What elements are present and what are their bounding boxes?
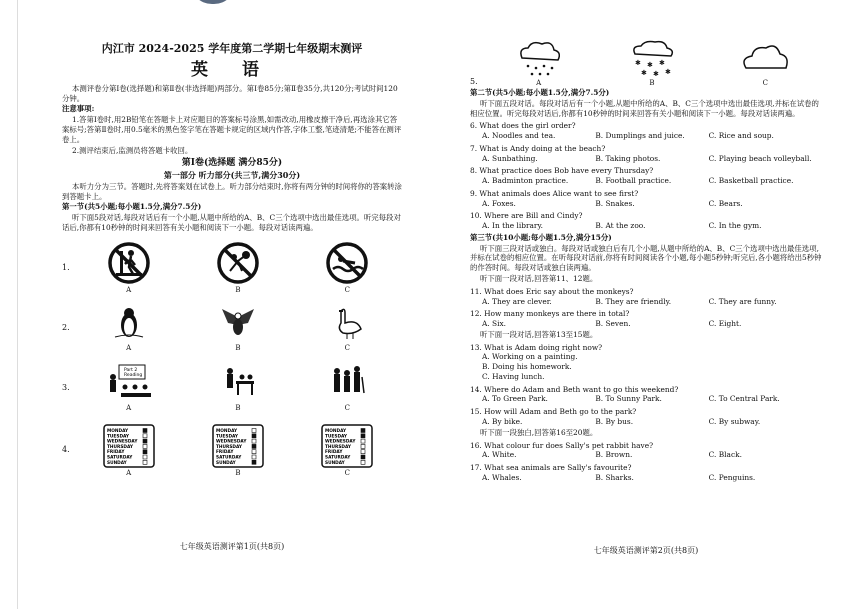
schedule-b-icon — [212, 422, 264, 468]
svg-text:✱: ✱ — [664, 67, 671, 76]
schedule-checkbox — [361, 450, 365, 454]
option-b[interactable]: B. At the zoo. — [595, 221, 646, 231]
monologue-label: 听下面一段独白,回答第16至20题。 — [480, 427, 598, 437]
schedule-day: WEDNESDAY — [325, 440, 356, 446]
question-number: 4. — [62, 445, 70, 455]
question-16 — [470, 441, 822, 461]
notice-title: 注意事项: — [62, 104, 95, 114]
svg-text:✱: ✱ — [634, 58, 641, 67]
exam-subject: 英 语 — [191, 59, 273, 80]
board-text-2: Reading — [123, 373, 142, 379]
option-a[interactable]: A. Noodles and tea. — [482, 131, 556, 141]
schedule-checkbox — [143, 445, 147, 449]
question-15 — [470, 407, 822, 427]
option-c[interactable]: C. By subway. — [708, 416, 761, 426]
option-letter: C — [344, 404, 350, 413]
conversation-2-label: 听下面一段对话,回答第13至15题。 — [480, 329, 598, 339]
svg-text:✱: ✱ — [646, 60, 653, 69]
schedule-checkbox — [143, 440, 147, 444]
option-a[interactable]: A. Sunbathing. — [482, 153, 538, 163]
option-letter: B — [235, 344, 241, 353]
question-text: 10. Where are Bill and Cindy? — [470, 211, 583, 221]
option-c[interactable]: C. Eight. — [708, 319, 742, 329]
question-11 — [470, 287, 822, 307]
option-c[interactable]: C. Black. — [708, 450, 742, 460]
question-8 — [470, 166, 822, 186]
schedule-day: MONDAY — [215, 429, 238, 435]
schedule-c-icon — [321, 422, 373, 468]
schedule-day: FRIDAY — [215, 450, 234, 456]
option-c[interactable]: C. Bears. — [708, 198, 743, 208]
question-17 — [470, 463, 822, 483]
svg-text:✱: ✱ — [658, 58, 665, 67]
schedule-checkbox — [252, 461, 256, 465]
schedule-day: SUNDAY — [106, 461, 127, 467]
schedule-day: SUNDAY — [325, 461, 346, 467]
option-letter: B — [235, 286, 241, 295]
question-text: 8. What practice does Bob have every Thursday? — [470, 166, 654, 176]
option-a[interactable] — [74, 241, 183, 295]
question-number: 3. — [62, 383, 70, 393]
option-b[interactable] — [183, 241, 292, 295]
option-a[interactable]: A. White. — [482, 450, 517, 460]
schedule-checkbox — [361, 429, 365, 433]
option-letter: A — [126, 344, 132, 353]
question-14 — [470, 385, 822, 405]
avatar — [190, 0, 236, 4]
page-footer: 七年级英语测评第1页(共8页) — [179, 542, 285, 552]
option-c[interactable]: C. They are funny. — [708, 296, 777, 306]
schedule-checkbox — [252, 455, 256, 459]
option-c[interactable] — [293, 241, 402, 295]
question-10 — [470, 211, 822, 231]
section-1-desc: 听下面5段对话,每段对话后有一个小题,从题中所给的A、B、C三个选项中选出最佳选项。听完每段对话后,你都有10秒钟的时间来回答有关小题和阅读下一小题。每段对话读两遍。 — [62, 213, 401, 232]
board-text-1: Part 2 — [123, 368, 137, 374]
question-text: 15. How will Adam and Beth go to the park? — [470, 407, 637, 417]
schedule-checkbox — [143, 434, 147, 438]
option-letter: C — [762, 78, 768, 87]
option-b[interactable]: B. Doing his homework. — [482, 362, 572, 372]
section-3-heading: 第三节(共10小题;每小题1.5分,满分15分) — [470, 232, 612, 242]
schedule-a-icon — [103, 422, 155, 468]
schedule-checkbox — [143, 450, 147, 454]
schedule-checkbox — [252, 429, 256, 433]
option-letter: A — [126, 404, 132, 413]
notice-1: 1.答第Ⅰ卷时,用2B铅笔在答题卡上对应题目的答案标号涂黑,如需改动,用橡皮擦干净后,再选涂其它答案标号;答第Ⅱ卷时,用0.5毫米的黑色签字笔在答题卡规定的区域内作答,字体工整,笔迹清楚;不能答在测评卷上。 — [62, 115, 402, 144]
no-swimming-icon — [325, 241, 369, 285]
option-letter: B — [649, 78, 655, 87]
question-text: 11. What does Eric say about the monkeys? — [470, 286, 634, 296]
section-2-heading: 第二节(共5小题;每小题1.5分,满分7.5分) — [470, 88, 610, 97]
picture-question-3 — [62, 359, 402, 419]
listening-desc: 本听力分为三节。答题时,先将答案划在试卷上。听力部分结束时,你将有两分钟的时间将你的答案转涂到答题卡上。 — [62, 181, 402, 201]
option-letter: C — [344, 344, 350, 353]
option-a[interactable]: A. They are clever. — [482, 296, 552, 306]
option-a[interactable]: A. Badminton practice. — [482, 176, 569, 186]
option-b[interactable]: B. By bus. — [595, 416, 634, 426]
schedule-day: WEDNESDAY — [106, 440, 138, 446]
option-a[interactable] — [482, 38, 595, 88]
option-b[interactable]: B. They are friendly. — [595, 296, 672, 306]
schedule-day: THURSDAY — [106, 445, 133, 451]
page-footer: 七年级英语测评第2页(共8页) — [593, 546, 699, 556]
option-b[interactable]: B. Football practice. — [595, 176, 672, 186]
option-a[interactable] — [74, 303, 183, 353]
picture-question-4 — [62, 419, 402, 483]
schedule-day: MONDAY — [106, 429, 128, 435]
question-list-6-10 — [470, 121, 822, 231]
listening-heading: 第一部分 听力部分(共三节,满分30分) — [163, 170, 301, 181]
option-c[interactable]: C. Rice and soup. — [708, 131, 774, 141]
option-c[interactable]: C. Basketball practice. — [708, 176, 794, 186]
exam-intro: 本测评卷分第Ⅰ卷(选择题)和第Ⅱ卷(非选择题)两部分。第Ⅰ卷85分;第Ⅱ卷35分,共120分;考试时间120分钟。 — [62, 83, 398, 103]
schedule-checkbox — [361, 440, 365, 444]
family-icon — [327, 363, 367, 403]
option-c[interactable]: C. In the gym. — [708, 221, 762, 231]
option-b[interactable] — [595, 38, 708, 88]
option-c[interactable]: C. Penguins. — [708, 472, 756, 482]
schedule-day: TUESDAY — [215, 434, 239, 440]
question-number: 5. — [470, 77, 478, 87]
question-text: 13. What is Adam doing right now? — [470, 342, 603, 352]
schedule-checkbox — [361, 434, 365, 438]
question-text: 16. What colour fur does Sally's pet rabbit have? — [470, 440, 654, 450]
option-a[interactable]: A. Six. — [482, 319, 506, 329]
schedule-checkbox — [252, 440, 256, 444]
exam-page-1 — [62, 0, 402, 609]
schedule-checkbox — [252, 450, 256, 454]
option-a[interactable]: A. In the library. — [482, 221, 543, 231]
picture-question-1 — [62, 239, 402, 299]
option-a[interactable]: A. Whales. — [482, 472, 522, 482]
schedule-day: FRIDAY — [106, 450, 125, 456]
section-1-heading: 第一节(共5小题;每小题1.5分,满分7.5分) — [62, 202, 202, 212]
no-flowers-icon — [216, 241, 260, 285]
option-b[interactable]: B. Snakes. — [595, 198, 635, 208]
option-letter: B — [235, 469, 241, 478]
option-b[interactable]: B. Sharks. — [595, 472, 634, 482]
option-letter: A — [536, 78, 542, 87]
cloudy-icon — [738, 38, 792, 78]
question-text: 6. What does the girl order? — [470, 121, 576, 131]
schedule-day: FRIDAY — [325, 450, 343, 456]
option-c[interactable] — [709, 38, 822, 88]
penguin-icon — [109, 303, 149, 343]
option-b[interactable]: B. To Sunny Park. — [595, 394, 662, 404]
schedule-checkbox — [143, 455, 147, 459]
option-c[interactable] — [293, 303, 402, 353]
question-text: 17. What sea animals are Sally's favourite? — [470, 463, 632, 473]
schedule-checkbox — [143, 429, 147, 433]
option-c[interactable]: C. Playing beach volleyball. — [708, 153, 812, 163]
option-letter: B — [235, 404, 241, 413]
schedule-day: SUNDAY — [215, 461, 236, 467]
picture-question-2 — [62, 299, 402, 359]
question-6 — [470, 121, 822, 141]
option-letter: C — [344, 286, 350, 295]
option-a[interactable]: A. Foxes. — [482, 198, 516, 208]
option-b[interactable] — [183, 422, 292, 478]
schedule-checkbox — [361, 455, 365, 459]
eagle-icon — [218, 303, 258, 343]
teacher-reading-icon — [105, 363, 153, 403]
question-9 — [470, 189, 822, 209]
option-a[interactable]: A. To Green Park. — [482, 394, 548, 404]
option-b[interactable] — [183, 363, 292, 413]
option-letter: C — [344, 469, 350, 478]
option-a[interactable]: A. By bike. — [482, 416, 523, 426]
schedule-checkbox — [143, 461, 147, 465]
option-b[interactable]: B. Seven. — [595, 319, 631, 329]
schedule-day: THURSDAY — [325, 445, 352, 451]
question-13 — [470, 343, 822, 382]
notice-2: 2.测评结束后,监测员将答题卡收回。 — [72, 145, 193, 155]
question-7 — [470, 144, 822, 164]
schedule-day: WEDNESDAY — [215, 440, 247, 446]
option-a[interactable] — [74, 422, 183, 478]
schedule-checkbox — [252, 434, 256, 438]
option-c[interactable]: C. Having lunch. — [482, 371, 545, 381]
svg-text:✱: ✱ — [640, 68, 647, 77]
option-b[interactable]: B. Brown. — [595, 450, 633, 460]
option-b[interactable]: B. Dumplings and juice. — [595, 131, 685, 141]
schedule-day: TUESDAY — [325, 434, 348, 440]
schedule-checkbox — [361, 461, 365, 465]
option-b[interactable]: B. Taking photos. — [595, 153, 661, 163]
question-number: 1. — [62, 263, 70, 273]
viewer-edge — [0, 0, 18, 609]
schedule-checkbox — [252, 445, 256, 449]
schedule-checkbox — [361, 445, 365, 449]
option-c[interactable] — [293, 363, 402, 413]
section-3-desc: 听下面三段对话或独白。每段对话或独白后有几个小题,从题中所给的A、B、C三个选项中选出最佳选项,并标在试卷的相应位置。在听每段对话前,你将有时间阅读各个小题,每小题5秒钟;听完后,各小题将给出5秒钟的作答时间。每段对话或独白读两遍。 — [470, 243, 822, 273]
exam-title: 内江市 2024-2025 学年度第二学期七年级期末测评 — [101, 42, 363, 55]
schedule-day: SATURDAY — [215, 455, 242, 461]
picture-question-5 — [470, 30, 822, 88]
question-number: 2. — [62, 323, 70, 333]
question-text: 9. What animals does Alice want to see first? — [470, 188, 639, 198]
schedule-day: SATURDAY — [325, 455, 351, 461]
option-c[interactable] — [293, 422, 402, 478]
section-2-desc: 听下面五段对话。每段对话后有一个小题,从题中所给的A、B、C三个选项中选出最佳选项,并标在试卷的相应位置。听完每段对话后,你都有10秒钟的时间来回答有关小题和阅读下一小题。每段对话读两遍。 — [470, 98, 819, 118]
goose-icon — [327, 303, 367, 343]
no-walking-icon — [107, 241, 151, 285]
option-a[interactable]: A. Working on a painting. — [482, 352, 578, 362]
schedule-day: TUESDAY — [106, 434, 129, 440]
cloudy-rain-icon — [512, 38, 566, 78]
option-letter: A — [126, 286, 132, 295]
conversation-1-label: 听下面一段对话,回答第11、12题。 — [480, 274, 598, 284]
question-text: 14. Where do Adam and Beth want to go this weekend? — [470, 384, 679, 394]
schedule-day: MONDAY — [325, 429, 347, 435]
class-meeting-icon — [218, 363, 258, 403]
option-a[interactable] — [74, 363, 183, 413]
schedule-day: SATURDAY — [106, 455, 133, 461]
schedule-day: THURSDAY — [215, 445, 242, 451]
snowy-icon — [625, 38, 679, 78]
question-text: 7. What is Andy doing at the beach? — [470, 143, 606, 153]
exam-page-2 — [470, 0, 822, 609]
option-letter: A — [126, 469, 132, 478]
question-text: 12. How many monkeys are there in total? — [470, 309, 630, 319]
question-12 — [470, 309, 822, 329]
option-b[interactable] — [183, 303, 292, 353]
part-1-heading: 第Ⅰ卷(选择题 满分85分) — [181, 158, 283, 169]
svg-text:✱: ✱ — [652, 69, 659, 78]
option-c[interactable]: C. To Central Park. — [708, 394, 780, 404]
